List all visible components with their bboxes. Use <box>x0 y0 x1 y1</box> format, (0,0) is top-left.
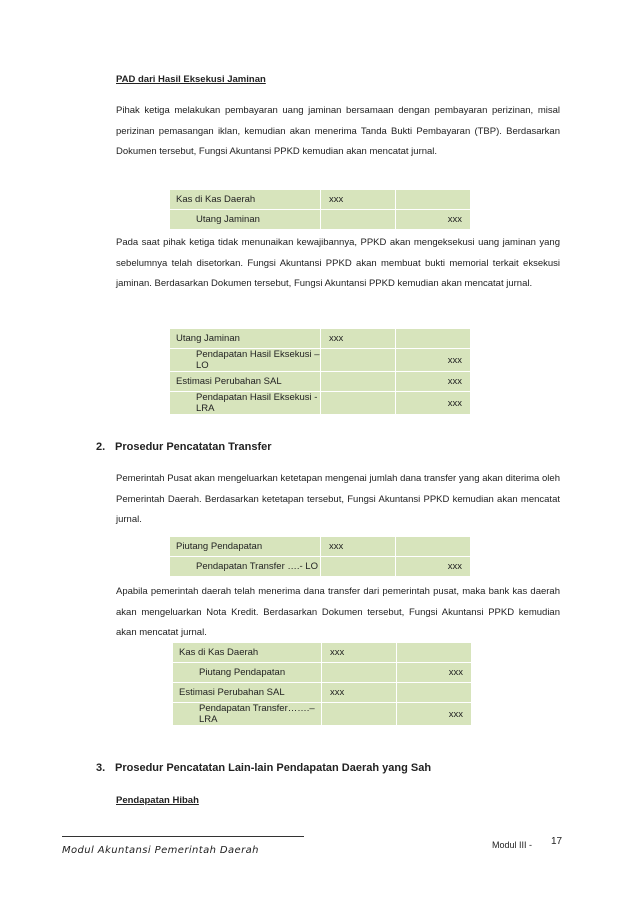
journal-account: Pendapatan Hasil Eksekusi - LRA <box>170 392 321 415</box>
journal-credit: xxx <box>396 349 471 372</box>
journal-credit <box>396 537 471 557</box>
journal-account: Pendapatan Hasil Eksekusi – LO <box>170 349 321 372</box>
paragraph-transfer-2: Apabila pemerintah daerah telah menerima dana transfer dari pemerintah pusat, maka bank kas daerah akan mengeluarkan Nota Kredit. Berdasarkan Dokumen tersebut, Fungsi Akuntansi PPKD kemudian akan mencatat jurnal. <box>116 586 560 638</box>
section-heading-transfer <box>96 441 272 453</box>
journal-table-transfer-1 <box>170 537 470 577</box>
journal-row <box>170 537 470 557</box>
section-title: Prosedur Pencatatan Lain-lain Pendapatan Daerah yang Sah <box>115 762 432 774</box>
journal-row <box>173 703 471 726</box>
journal-row <box>170 329 470 349</box>
journal-account: Utang Jaminan <box>170 210 321 230</box>
paragraph-transfer-1: Pemerintah Pusat akan mengeluarkan ketetapan mengenai jumlah dana transfer yang akan diterima oleh Pemerintah Daerah. Berdasarkan ketetapan tersebut, Fungsi Akuntansi PPKD kemudian akan mencatat jurnal. <box>116 473 560 525</box>
journal-credit <box>396 329 471 349</box>
journal-account: Kas di Kas Daerah <box>173 643 322 663</box>
journal-row <box>173 663 471 683</box>
journal-debit <box>321 349 396 372</box>
subsection-title-pad-jaminan: PAD dari Hasil Eksekusi Jaminan <box>116 74 266 85</box>
journal-account: Pendapatan Transfer…….– LRA <box>173 703 322 726</box>
journal-debit <box>321 372 396 392</box>
journal-debit: xxx <box>322 683 397 703</box>
subsection-title-pendapatan-hibah: Pendapatan Hibah <box>116 795 199 806</box>
journal-account: Estimasi Perubahan SAL <box>170 372 321 392</box>
journal-row <box>170 557 470 577</box>
journal-credit: xxx <box>397 703 472 726</box>
footer-module-name: Modul Akuntansi Pemerintah Daerah <box>62 845 259 856</box>
journal-table-transfer-2 <box>173 643 471 726</box>
journal-table-pad-jaminan-2 <box>170 329 470 415</box>
journal-row <box>173 643 471 663</box>
journal-account: Estimasi Perubahan SAL <box>173 683 322 703</box>
journal-debit: xxx <box>322 643 397 663</box>
journal-debit <box>321 392 396 415</box>
journal-credit: xxx <box>396 557 471 577</box>
journal-credit <box>397 643 472 663</box>
section-title: Prosedur Pencatatan Transfer <box>115 441 272 453</box>
journal-debit: xxx <box>321 537 396 557</box>
section-heading-lain-lain <box>96 762 431 774</box>
page-number: 17 <box>551 836 563 847</box>
journal-account: Piutang Pendapatan <box>170 537 321 557</box>
journal-account: Pendapatan Transfer ….- LO <box>170 557 321 577</box>
journal-row <box>170 372 470 392</box>
journal-debit <box>322 703 397 726</box>
footer-module-label: Modul III - <box>492 840 533 850</box>
journal-credit: xxx <box>397 663 472 683</box>
paragraph-pad-jaminan-2: Pada saat pihak ketiga tidak menunaikan kewajibannya, PPKD akan mengeksekusi uang jaminan yang sebelumnya telah disetorkan. Fungsi Akuntansi PPKD akan membuat bukti memorial terkait eksekusi jaminan. Berdasarkan Dokumen tersebut, Fungsi Akuntansi PPKD kemudian akan mencatat jurnal. <box>116 237 560 289</box>
journal-debit: xxx <box>321 190 396 210</box>
section-number: 3. <box>96 762 106 774</box>
footer-divider <box>62 836 304 837</box>
journal-row <box>170 210 470 230</box>
journal-debit <box>321 210 396 230</box>
journal-account: Utang Jaminan <box>170 329 321 349</box>
paragraph-pad-jaminan-1: Pihak ketiga melakukan pembayaran uang jaminan bersamaan dengan pembayaran perizinan, misal perizinan pemasangan iklan, kemudian akan menerima Tanda Bukti Pembayaran (TBP). Berdasarkan Dokumen tersebut, Fungsi Akuntansi PPKD kemudian akan mencatat jurnal. <box>116 105 560 157</box>
journal-table-pad-jaminan-1 <box>170 190 470 230</box>
journal-credit: xxx <box>396 372 471 392</box>
journal-debit <box>321 557 396 577</box>
journal-account: Kas di Kas Daerah <box>170 190 321 210</box>
journal-credit: xxx <box>396 210 471 230</box>
journal-credit: xxx <box>396 392 471 415</box>
journal-credit <box>397 683 472 703</box>
journal-credit <box>396 190 471 210</box>
journal-account: Piutang Pendapatan <box>173 663 322 683</box>
journal-row <box>170 190 470 210</box>
journal-row <box>170 392 470 415</box>
journal-row <box>173 683 471 703</box>
journal-debit <box>322 663 397 683</box>
section-number: 2. <box>96 441 106 453</box>
journal-debit: xxx <box>321 329 396 349</box>
journal-row <box>170 349 470 372</box>
